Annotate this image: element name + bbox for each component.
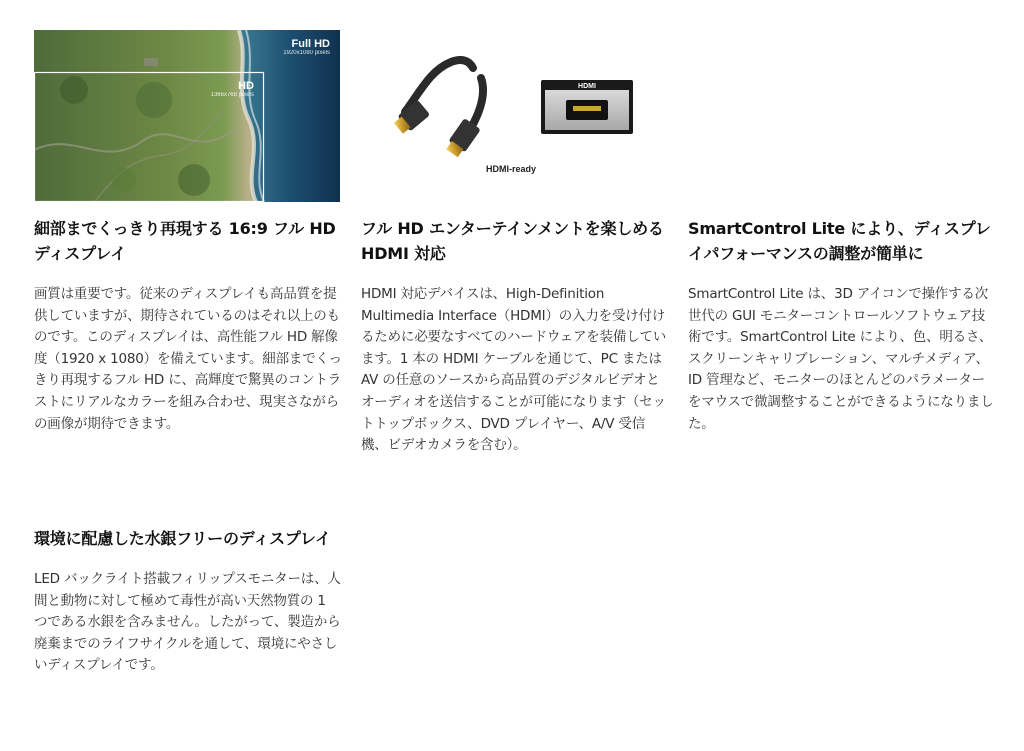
feature-hdmi-ready bbox=[361, 216, 669, 457]
fullhd-comparison-image bbox=[34, 30, 340, 202]
hdmi-port-label: HDMI bbox=[578, 83, 596, 90]
full-hd-label: Full HD bbox=[291, 38, 330, 50]
feature-fullhd-display bbox=[34, 216, 342, 435]
full-hd-resolution-label bbox=[283, 38, 330, 56]
hdmi-cable-and-port-icon bbox=[361, 30, 667, 202]
feature-title: フル HD エンターテインメントを楽しめる HDMI 対応 bbox=[361, 219, 664, 263]
full-hd-pixels: 1920x1080 pixels bbox=[283, 50, 330, 56]
feature-description: 画質は重要です。従来のディスプレイも高品質を提供していますが、期待されているのはそれ以上のものです。このディスプレイは、高性能フル HD 解像度（1920 x 1080）を備えています。細部までくっきり再現するフル HD に、高輝度で驚異のコントラストにリアルなカラーを組み合わせ、現実さながらの画像が期待できます。 bbox=[34, 286, 342, 432]
feature-description: SmartControl Lite は、3D アイコンで操作する次世代の GUI モニターコントロールソフトウェア技術です。SmartControl Lite により、色、明るさ、スクリーンキャリブレーション、マルチメディア、ID 管理など、モニターのほとんどのパラメーターをマウスで微調整することができるようになりました。 bbox=[688, 286, 994, 432]
feature-description: HDMI 対応デバイスは、High-Definition Multimedia Interface（HDMI）の入力を受け付けるために必要なすべてのハードウェアを装備しています。1 本の HDMI ケーブルを通じて、PC または AV の任意のソースから高品質のデジタルビデオとオーディオを送信することが可能になります（セットトップボックス、DVD プレイヤー、A/V 受信機、ビデオカメラを含む）。 bbox=[361, 286, 667, 454]
feature-title: SmartControl Lite により、ディスプレイパフォーマンスの調整が簡単に bbox=[688, 219, 991, 263]
feature-title: 環境に配慮した水銀フリーのディスプレイ bbox=[34, 529, 331, 548]
feature-description: LED バックライト搭載フィリップスモニターは、人間と動物に対して極めて毒性が高い天然物質の 1 つである水銀を含みません。したがって、製造から廃棄までのライフサイクルを通して、環境にやさしいディスプレイです。 bbox=[34, 571, 341, 674]
hd-resolution-label bbox=[211, 80, 254, 98]
feature-title: 細部までくっきり再現する 16:9 フル HD ディスプレイ bbox=[34, 219, 336, 263]
hd-label: HD bbox=[238, 80, 254, 92]
hdmi-ready-image bbox=[361, 30, 667, 202]
feature-smartcontrol-lite bbox=[688, 216, 998, 435]
hd-pixels: 1366x768 pixels bbox=[210, 92, 254, 98]
hdmi-ready-caption: HDMI-ready bbox=[486, 164, 537, 174]
feature-mercury-free bbox=[34, 526, 342, 677]
